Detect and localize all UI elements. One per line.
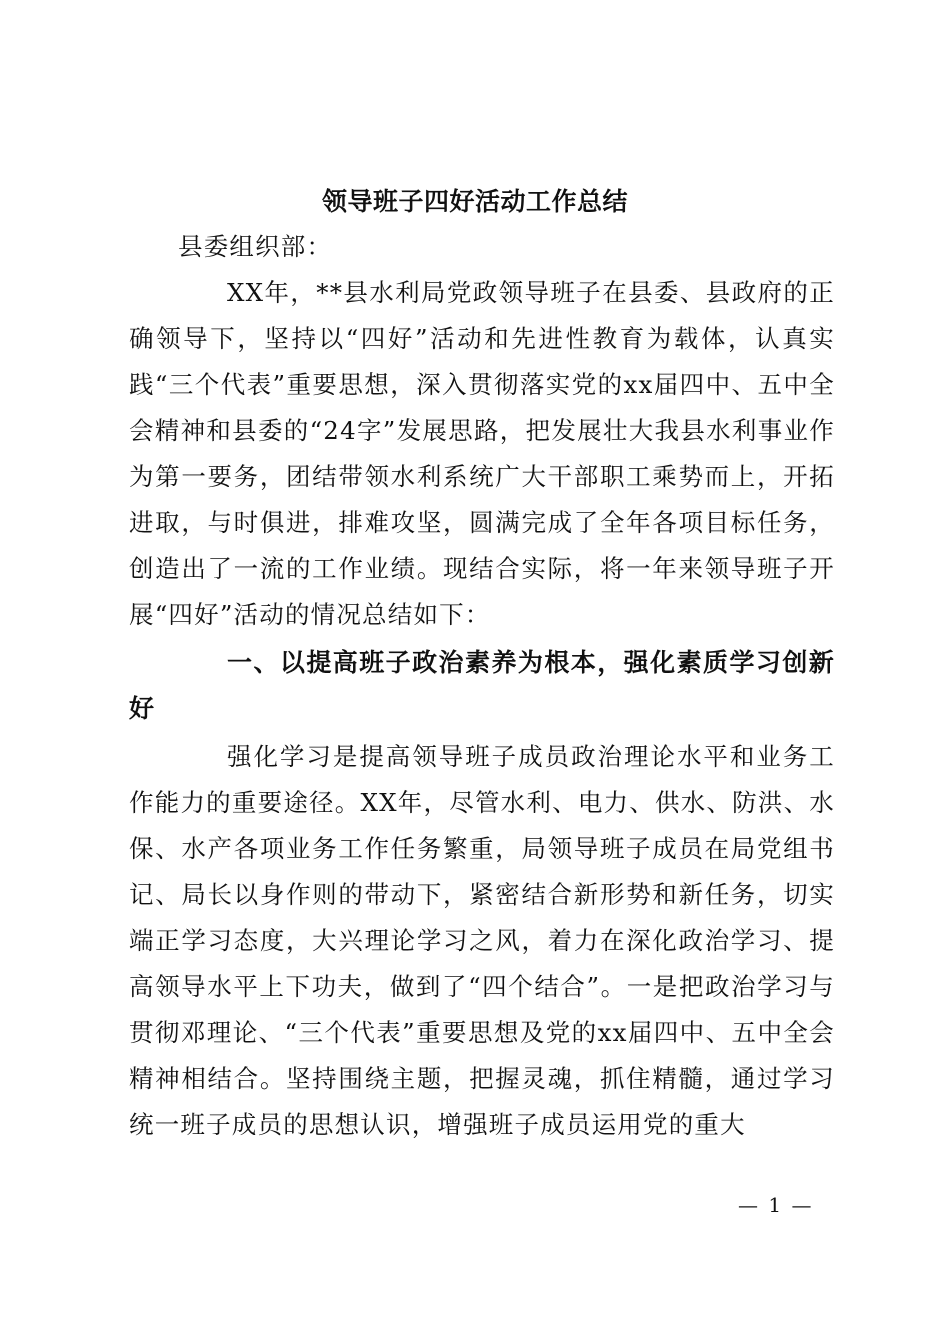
document-body (129, 224, 835, 1148)
intro-paragraph: XX年，**县水利局党政领导班子在县委、县政府的正确领导下，坚持以“四好”活动和先进性教育为载体，认真实践“三个代表”重要思想，深入贯彻落实党的xx届四中、五中全会精神和县委的“24字”发展思路，把发展壮大我县水利事业作为第一要务，团结带领水利系统广大干部职工乘势而上，开拓进取，与时俱进，排难攻坚，圆满完成了全年各项目标任务，创造出了一流的工作业绩。现结合实际，将一年来领导班子开展“四好”活动的情况总结如下： (129, 278, 835, 629)
salutation: 县委组织部： (178, 232, 333, 261)
body-paragraph: 强化学习是提高领导班子成员政治理论水平和业务工作能力的重要途径。XX年，尽管水利、电力、供水、防洪、水保、水产各项业务工作任务繁重，局领导班子成员在局党组书记、局长以身作则的带动下，紧密结合新形势和新任务，切实端正学习态度，大兴理论学习之风，着力在深化政治学习、提高领导水平上下功夫，做到了“四个结合”。一是把政治学习与贯彻邓理论、“三个代表”重要思想及党的xx届四中、五中全会精神相结合。坚持围绕主题，把握灵魂，抓住精髓，通过学习统一班子成员的思想认识，增强班子成员运用党的重大 (129, 742, 835, 1139)
section-heading: 一、以提高班子政治素养为根本，强化素质学习创新好 (129, 648, 835, 723)
page-number: — 1 — (738, 1193, 814, 1217)
document-title: 领导班子四好活动工作总结 (321, 187, 628, 216)
